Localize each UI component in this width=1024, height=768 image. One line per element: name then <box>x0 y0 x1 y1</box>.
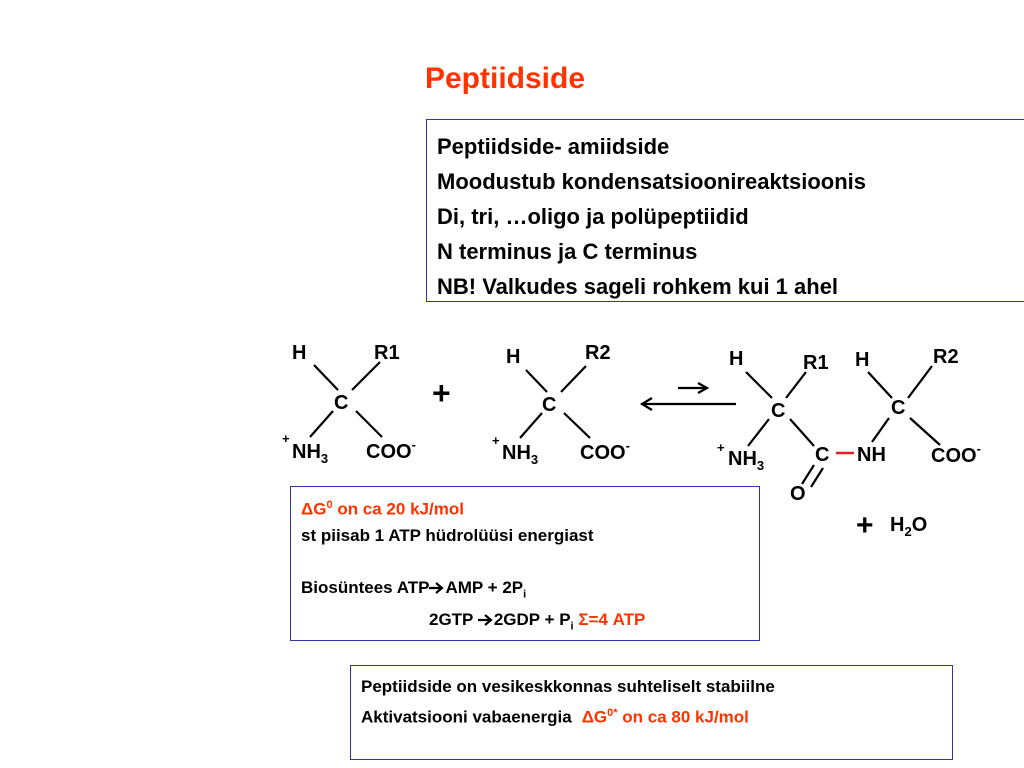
alpha-carbon-label: C <box>891 397 906 419</box>
carbonyl-carbon-label: C <box>815 444 830 466</box>
stability-line: Peptiidside on vesikeskkonnas suhteliselt stabiilne <box>361 677 775 696</box>
activation-label: Aktivatsiooni vabaenergia <box>361 707 572 727</box>
atp-hydrolysis-line: st piisab 1 ATP hüdrolüüsi energiast <box>301 525 594 545</box>
r2-label: R2 <box>585 342 611 364</box>
amino-group-label: $NH_3$ <box>728 448 765 473</box>
delta-g-symbol: ΔG <box>301 499 327 519</box>
atp-sum: Σ=4 ATP <box>578 610 646 630</box>
fact-line: NB! Valkudes sageli rohkem kui 1 ahel <box>437 274 839 299</box>
arrow-right-icon <box>429 582 445 594</box>
reaction-plus-sign: + <box>432 375 451 411</box>
hydrogen-label: H <box>292 342 307 364</box>
hydrogen-label: H <box>855 349 870 371</box>
activation-value: $\Delta G^{0*}$ on ca 80 kJ/mol <box>581 707 749 727</box>
activation-energy-line <box>361 700 952 731</box>
biosynthesis-line: Biosüntees ATP AMP + $2P_i$ <box>301 577 527 601</box>
carbonyl-oxygen-label: O <box>790 483 806 505</box>
alpha-carbon-label: C <box>542 394 557 416</box>
positive-charge-label: + <box>717 440 725 455</box>
arrow-right-icon <box>478 614 494 626</box>
spacer <box>301 549 759 575</box>
carboxylate-label: COO- <box>931 441 981 467</box>
water-label: $H_2O$ <box>890 514 928 539</box>
fact-line: Peptiidside- amiidside <box>437 134 670 159</box>
amino-group-label: $NH_3$ <box>502 442 539 467</box>
r1-label: R1 <box>803 352 829 374</box>
stability-info-box <box>350 665 953 760</box>
positive-charge-label: + <box>282 431 290 446</box>
water-plus-sign: + <box>856 509 874 542</box>
positive-charge-label: + <box>492 433 500 448</box>
fact-line: Di, tri, …oligo ja polüpeptiidid <box>437 204 749 229</box>
hydrogen-label: H <box>506 346 521 368</box>
energy-info-box <box>290 486 760 641</box>
amide-nh-label: NH <box>857 444 886 466</box>
hydrogen-label: H <box>729 348 744 370</box>
delta-g-value: on ca 20 kJ/mol <box>337 499 464 519</box>
carboxylate-label: COO- <box>366 437 416 463</box>
r2-label: R2 <box>933 346 959 368</box>
page-title: Peptiidside <box>424 62 586 95</box>
fact-line: N terminus ja C terminus <box>437 239 698 264</box>
delta-g-superscript: 0 <box>326 499 333 511</box>
r1-label: R1 <box>374 342 400 364</box>
amino-group-label: $NH_3$ <box>292 441 329 466</box>
delta-g-line <box>301 492 759 523</box>
alpha-carbon-label: C <box>771 400 786 422</box>
gtp-line: 2GTP $2GDP + P_i$ Σ=4 ATP <box>429 610 646 633</box>
fact-line: Moodustub kondensatsioonireaktsioonis <box>437 169 867 194</box>
alpha-carbon-label: C <box>334 392 349 414</box>
carboxylate-label: COO- <box>580 438 630 464</box>
